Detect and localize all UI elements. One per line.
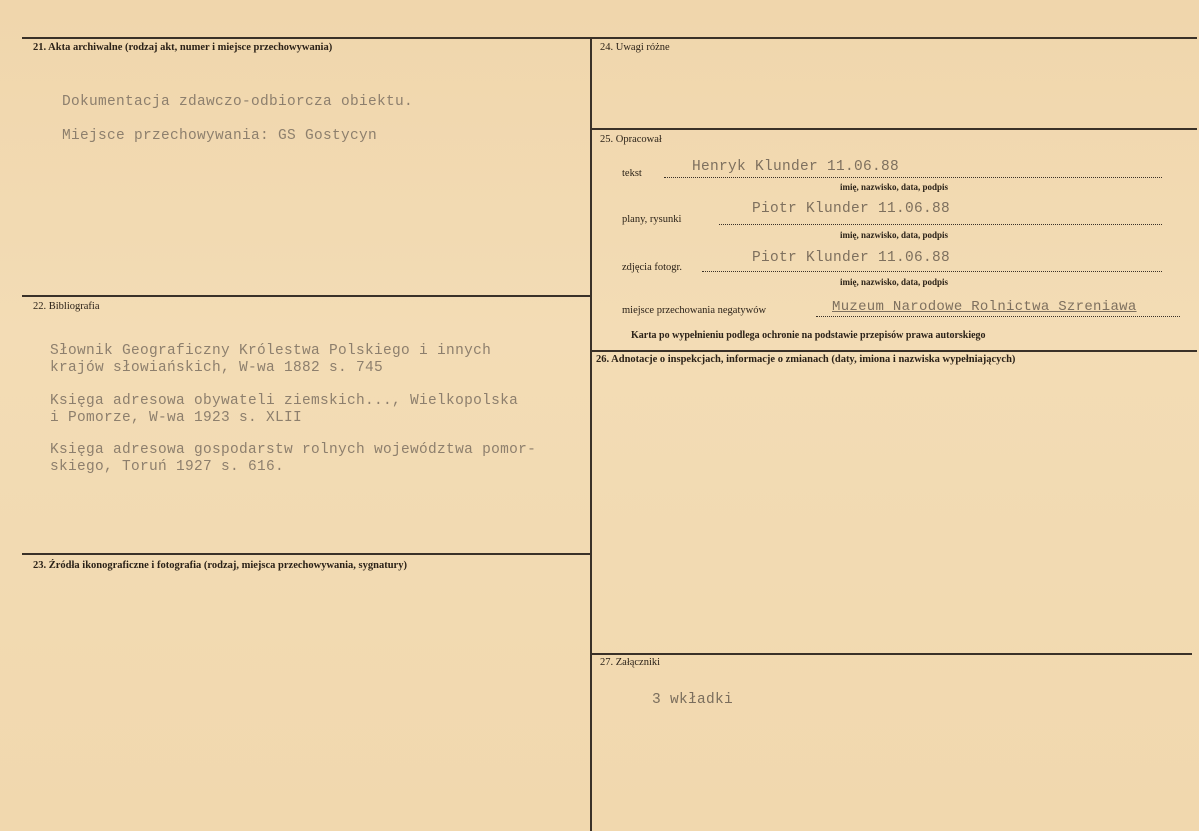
zdjecia-caption: imię, nazwisko, data, podpis xyxy=(840,277,949,287)
rule-26-27 xyxy=(592,653,1192,655)
copyright-notice: Karta po wypełnieniu podlega ochronie na podstawie przepisów prawa autorskiego xyxy=(631,330,986,341)
section-21-line-2: Miejsce przechowywania: GS Gostycyn xyxy=(62,128,378,144)
center-divider xyxy=(590,37,592,831)
section-21-label: 21. Akta archiwalne (rodzaj akt, numer i miejsce przechowywania) xyxy=(33,42,333,53)
rule-25-26 xyxy=(592,350,1197,352)
negatywy-label: miejsce przechowania negatywów xyxy=(622,305,767,316)
rule-24-25 xyxy=(592,128,1197,130)
top-rule xyxy=(22,37,1197,39)
section-25-label: 25. Opracował xyxy=(600,134,662,145)
bibliography-entry-1-line-2: krajów słowiańskich, W-wa 1882 s. 745 xyxy=(50,360,384,376)
section-27-label: 27. Załączniki xyxy=(600,657,661,668)
tekst-caption: imię, nazwisko, data, podpis xyxy=(840,182,949,192)
plany-value: Piotr Klunder 11.06.88 xyxy=(752,201,951,217)
tekst-value: Henryk Klunder 11.06.88 xyxy=(692,159,900,175)
section-24-label: 24. Uwagi różne xyxy=(600,42,670,53)
bibliography-entry-1 xyxy=(50,343,491,377)
section-22-label: 22. Bibliografia xyxy=(33,301,100,312)
plany-caption: imię, nazwisko, data, podpis xyxy=(840,230,949,240)
zdjecia-line xyxy=(702,271,1162,272)
plany-line xyxy=(719,224,1162,225)
negatywy-line xyxy=(816,316,1180,317)
zdjecia-label: zdjęcia fotogr. xyxy=(622,262,683,273)
section-26-label: 26. Adnotacje o inspekcjach, informacje o zmianach (daty, imiona i nazwiska wypełniających) xyxy=(596,354,1016,365)
section-27-value: 3 wkładki xyxy=(652,692,734,708)
rule-21-22 xyxy=(22,295,590,297)
tekst-label: tekst xyxy=(622,168,642,179)
bibliography-entry-2 xyxy=(50,393,518,427)
bibliography-entry-3-line-1: Księga adresowa gospodarstw rolnych województwa pomor- xyxy=(50,442,537,458)
negatywy-value: Muzeum Narodowe Rolnictwa Szreniawa xyxy=(832,299,1137,315)
tekst-line xyxy=(664,177,1162,178)
bibliography-entry-1-line-1: Słownik Geograficzny Królestwa Polskiego i innych xyxy=(50,343,492,359)
rule-22-23 xyxy=(22,553,590,555)
bibliography-entry-2-line-1: Księga adresowa obywateli ziemskich..., Wielkopolska xyxy=(50,393,519,409)
bibliography-entry-2-line-2: i Pomorze, W-wa 1923 s. XLII xyxy=(50,410,303,426)
zdjecia-value: Piotr Klunder 11.06.88 xyxy=(752,250,951,266)
section-23-label: 23. Źródła ikonograficzne i fotografia (rodzaj, miejsca przechowywania, sygnatury) xyxy=(33,560,407,571)
plany-label: plany, rysunki xyxy=(622,214,682,225)
section-21-line-1: Dokumentacja zdawczo-odbiorcza obiektu. xyxy=(62,94,414,110)
bibliography-entry-3-line-2: skiego, Toruń 1927 s. 616. xyxy=(50,459,285,475)
bibliography-entry-3 xyxy=(50,442,536,476)
